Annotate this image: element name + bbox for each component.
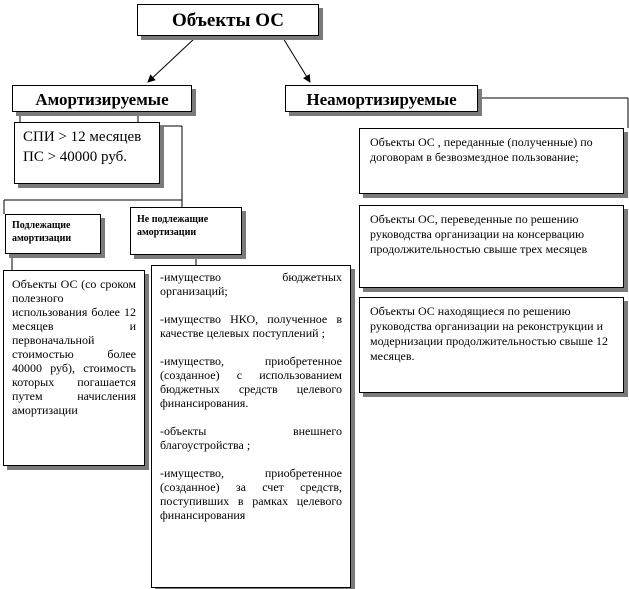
non-amortizable-item-free-use: Объекты ОС , переданные (полученные) по договорам в безвозмездное пользование; (359, 128, 624, 194)
non-amortizable-item-reconstruction: Объекты ОС находящиеся по решению руководства организации на реконструкции и модернизации продолжительностью свыше 12 месяцев. (359, 297, 624, 393)
not-subject-to-amortization-box: Не подлежащие амортизации (130, 207, 242, 255)
root-title: Объекты ОС (137, 4, 319, 36)
list-item: -имущество бюджетных организаций; (160, 270, 342, 298)
subject-to-amortization-box: Подлежащие амортизации (5, 214, 101, 254)
not-subject-list (151, 265, 351, 588)
criteria-initial-cost: ПС > 40000 руб. (23, 149, 128, 165)
arrow-to-amortizable (148, 38, 195, 82)
list-item: -имущество, приобретенное (созданное) за счет средств, поступивших в рамках целевого финансирования (160, 466, 342, 522)
amortization-description: Объекты ОС (со сроком полезного использования более 12 месяцев и первоначальной стоимостью более 40000 руб), стоимость которых погашается путем начисления амортизации (3, 270, 145, 466)
amortizable-header: Амортизируемые (12, 85, 192, 112)
non-amortizable-item-conservation: Объекты ОС, переведенные по решению руководства организации на консервацию продолжительностью свыше трех месяцев (359, 205, 624, 288)
list-item: -имущество, приобретенное (созданное) с использованием бюджетных средств целевого финансирования. (160, 354, 342, 410)
criteria-box (14, 122, 160, 184)
arrow-to-non-amortizable (283, 38, 310, 82)
criteria-useful-life: СПИ > 12 месяцев (23, 129, 142, 145)
non-amortizable-header: Неамортизируемые (285, 85, 478, 112)
list-item: -имущество НКО, полученное в качестве целевых поступлений ; (160, 312, 342, 340)
list-item: -объекты внешнего благоустройства ; (160, 424, 342, 452)
